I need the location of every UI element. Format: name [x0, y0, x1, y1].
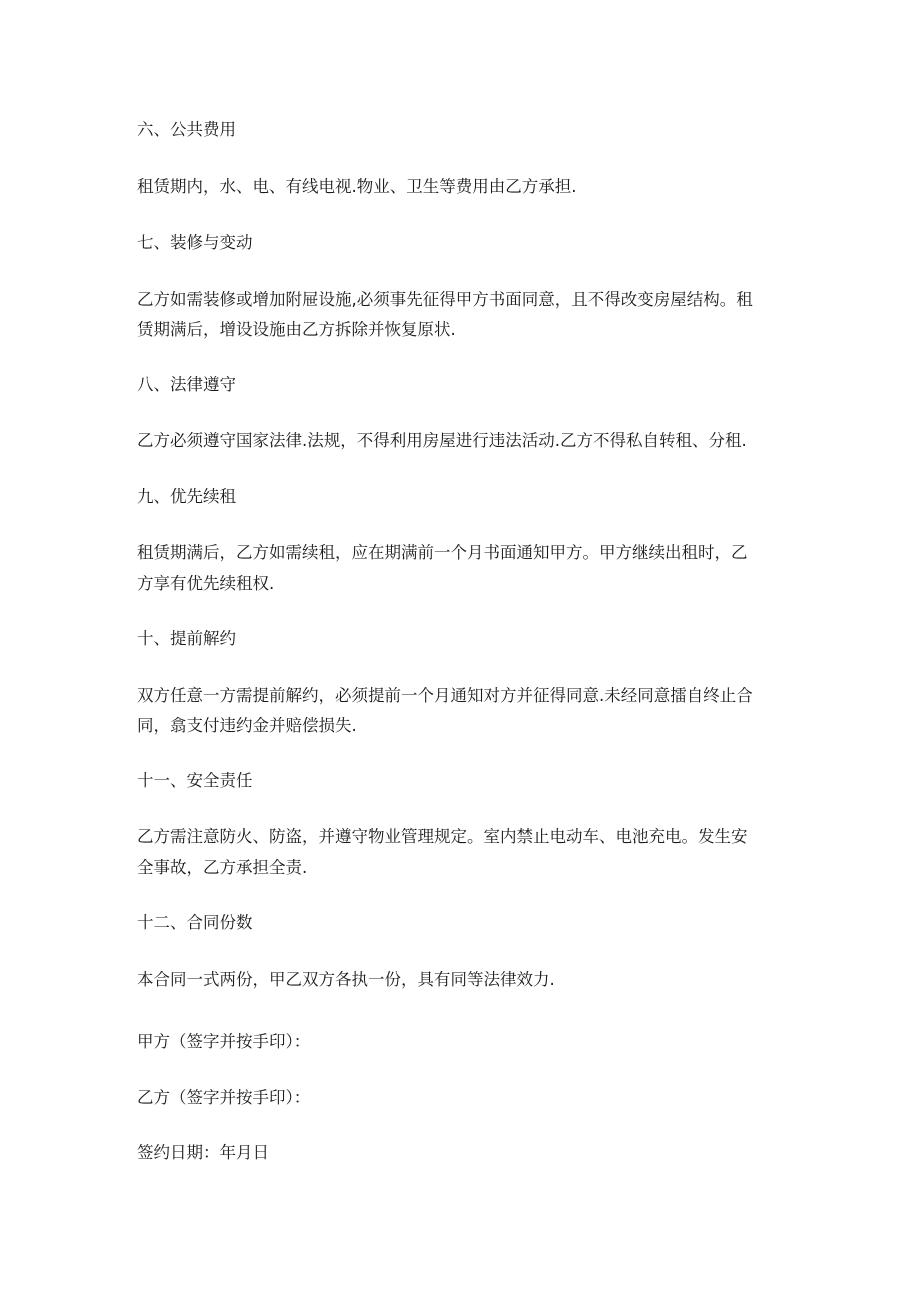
section-heading-safety: 十一、安全责任: [137, 771, 253, 790]
section-heading-law-compliance: 八、法律遵守: [137, 375, 236, 394]
section-body-renovation-line-1: 乙方如需装修或增加附屉设施,必须事先征得甲方书面同意，且不得改变房屋结构。租: [137, 290, 753, 309]
section-heading-renovation: 七、装修与变动: [137, 233, 253, 252]
section-body-early-termination-line-1: 双方任意一方需提前解约，必须提前一个月通知对方并征得同意.未经同意擂自终止合: [137, 686, 753, 705]
signing-date: 签约日期：年月日: [137, 1143, 269, 1162]
signature-party-b: 乙方（签字并按手印）：: [137, 1088, 311, 1107]
section-body-public-fees: 租赁期内，水、电、有线电视.物业、卫生等费用由乙方承担.: [137, 177, 577, 196]
section-heading-public-fees: 六、公共费用: [137, 120, 236, 139]
section-heading-priority-renewal: 九、优先续租: [137, 487, 236, 506]
section-body-safety-line-2: 全事故，乙方承担全责.: [137, 858, 308, 877]
section-body-priority-renewal-line-1: 租赁期满后，乙方如需续租，应在期满前一个月书面通知甲方。甲方继续出租时，乙: [137, 543, 748, 562]
section-body-early-termination-line-2: 同，翕支付违约金并赔偿损失.: [137, 716, 357, 735]
section-body-safety-line-1: 乙方需注意防火、防盗，并遵守物业管理规定。室内禁止电动车、电池充电。发生安: [137, 827, 748, 846]
section-heading-copies: 十二、合同份数: [137, 913, 253, 932]
section-body-copies: 本合同一式两份，甲乙双方各执一份，具有同等法律效力.: [137, 970, 555, 989]
section-body-law-compliance: 乙方必须遵守国家法律.法规，不得利用房屋进行违法活动.乙方不得私自转租、分租.: [137, 431, 747, 450]
section-body-priority-renewal-line-2: 方享有优先续租权.: [137, 574, 275, 593]
section-body-renovation-line-2: 赁期满后，增设设施由乙方拆除并恢复原状.: [137, 320, 456, 339]
section-heading-early-termination: 十、提前解约: [137, 629, 236, 648]
signature-party-a: 甲方（签字并按手印）：: [137, 1032, 311, 1051]
